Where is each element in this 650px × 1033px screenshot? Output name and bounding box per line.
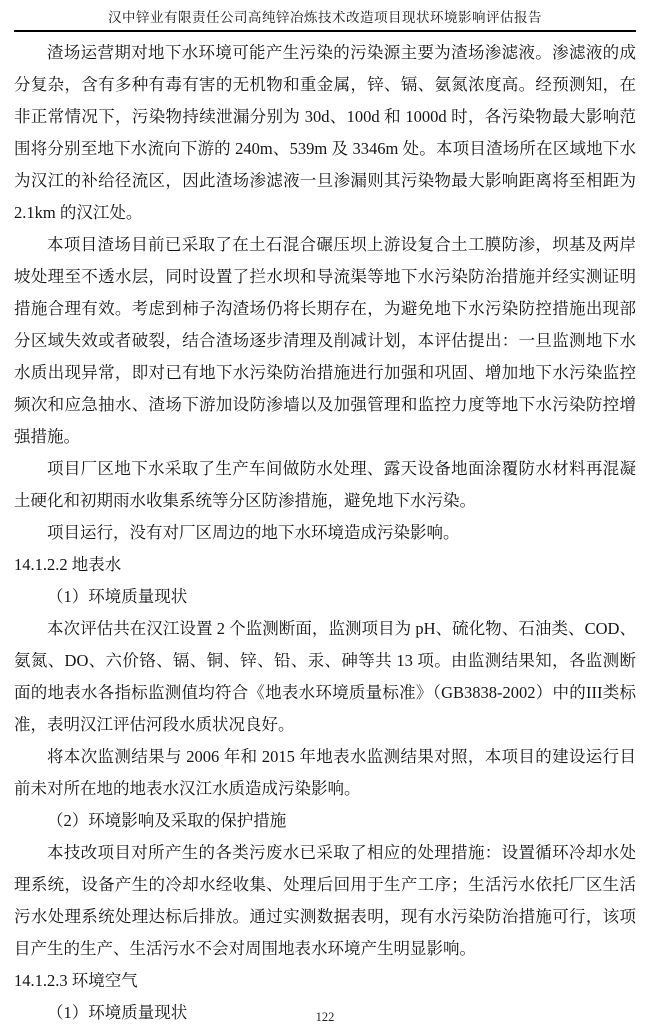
list-item-heading: （2）环境影响及采取的保护措施: [47, 811, 287, 830]
paragraph: 本次评估共在汉江设置 2 个监测断面，监测项目为 pH、硫化物、石油类、COD、氨氮、DO、六价铬、镉、铜、锌、铅、汞、砷等共 13 项。由监测结果知，各监测断面的地表水各指标监测值均符合《地表水环境质量标准》（GB3838-2002）中的III类标准，表明汉江评估河段水质状况良好。: [14, 619, 636, 734]
paragraph: 渣场运营期对地下水环境可能产生污染的污染源主要为渣场渗滤液。渗滤液的成分复杂，含有多种有毒有害的无机物和重金属，锌、镉、氨氮浓度高。经预测知，在非正常情况下，污染物持续泄漏分别为 30d、100d 和 1000d 时，各污染物最大影响范围将分别至地下水流向下游的 240m、539m 及 3346m 处。本项目渣场所在区域地下水为汉江的补给径流区，因此渣场渗滤液一旦渗漏则其污染物最大影响距离将至相距为 2.1km 的汉江处。: [14, 43, 636, 222]
page-header-title: 汉中锌业有限责任公司高纯锌冶炼技术改造项目现状环境影响评估报告: [108, 10, 542, 25]
paragraph: 将本次监测结果与 2006 年和 2015 年地表水监测结果对照，本项目的建设运行目前未对所在地的地表水汉江水质造成污染影响。: [14, 747, 636, 798]
document-body: [14, 37, 636, 1029]
paragraph: 项目运行，没有对厂区周边的地下水环境造成污染影响。: [47, 523, 460, 542]
paragraph: 本项目渣场目前已采取了在土石混合碾压坝上游设复合土工膜防渗，坝基及两岸坡处理至不透水层，同时设置了拦水坝和导流渠等地下水污染防治措施并经实测证明措施合理有效。考虑到柿子沟渣场仍将长期存在，为避免地下水污染防控措施出现部分区域失效或者破裂，结合渣场逐步清理及削减计划，本评估提出：一旦监测地下水水质出现异常，即对已有地下水污染防治措施进行加强和巩固、增加地下水污染监控频次和应急抽水、渣场下游加设防渗墙以及加强管理和监控力度等地下水污染防控增强措施。: [14, 235, 636, 446]
list-item-heading: （1）环境质量现状: [47, 1003, 188, 1022]
section-heading: 14.1.2.2 地表水: [14, 555, 122, 574]
section-heading: 14.1.2.3 环境空气: [14, 971, 138, 990]
paragraph: 项目厂区地下水采取了生产车间做防水处理、露天设备地面涂覆防水材料再混凝土硬化和初期雨水收集系统等分区防渗措施，避免地下水污染。: [14, 459, 636, 510]
paragraph: 本技改项目对所产生的各类污废水已采取了相应的处理措施：设置循环冷却水处理系统，设备产生的冷却水经收集、处理后回用于生产工序；生活污水依托厂区生活污水处理系统处理达标后排放。通过实测数据表明，现有水污染防治措施可行，该项目产生的生产、生活污水不会对周围地表水环境产生明显影响。: [14, 843, 636, 958]
header-divider: [14, 30, 636, 32]
list-item-heading: （1）环境质量现状: [47, 587, 188, 606]
page-number: 122: [315, 1010, 335, 1024]
